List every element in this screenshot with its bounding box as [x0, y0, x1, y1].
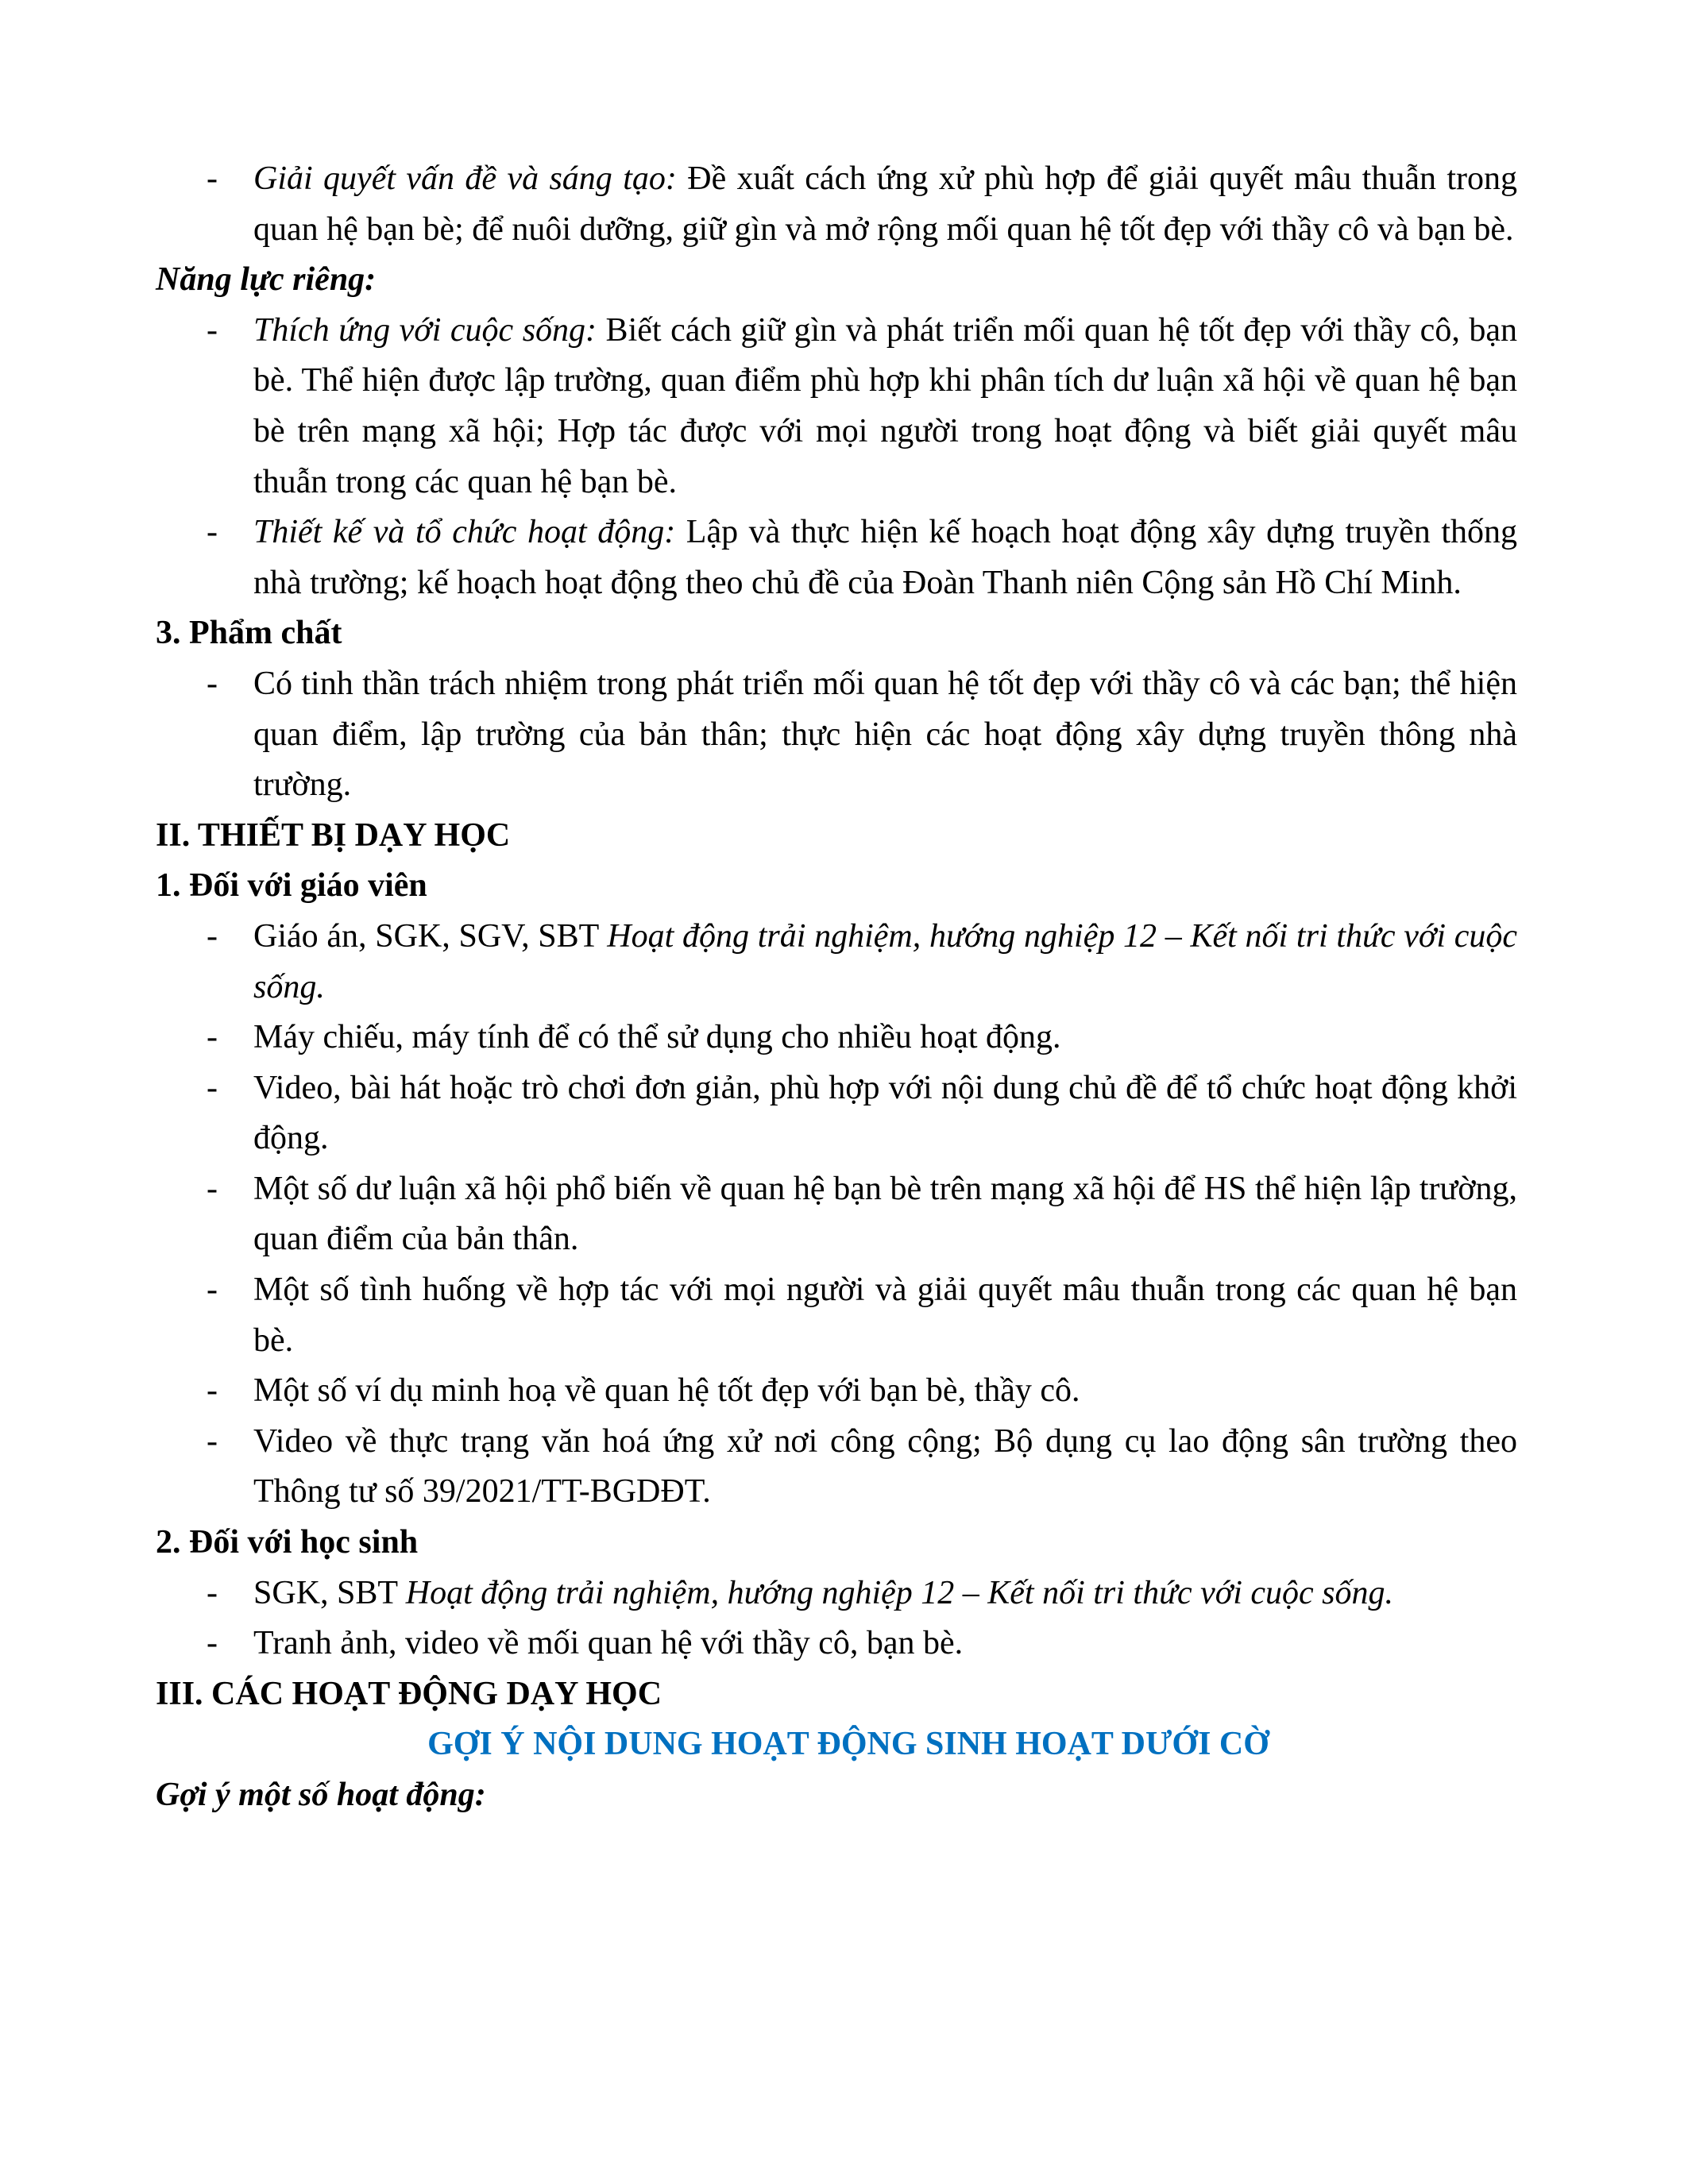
bullet-item [156, 1063, 1517, 1164]
bullet-dash: - [207, 1422, 218, 1460]
bullet-text: Máy chiếu, máy tính để có thể sử dụng cho nhiều hoạt động. [253, 1019, 1061, 1056]
bullet-item [156, 912, 1517, 1013]
bullet-text: Một số tình huống về hợp tác với mọi người và giải quyết mâu thuẫn trong các quan hệ bạn bè. [253, 1271, 1517, 1359]
bullet-dash: - [207, 160, 218, 197]
bullet-item [156, 154, 1517, 255]
bullet-dash: - [207, 917, 218, 955]
bullet-lead: Giải quyết vấn đề và sáng tạo: [253, 160, 677, 197]
bullet-italic-title: Hoạt động trải nghiệm, hướng nghiệp 12 – Kết nối tri thức với cuộc sống. [253, 917, 1517, 1005]
bullet-lead: Thiết kế và tổ chức hoạt động: [253, 514, 676, 551]
section-banner-title: GỢI Ý NỘI DUNG HOẠT ĐỘNG SINH HOẠT DƯỚI CỜ [427, 1726, 1269, 1763]
bullet-dash: - [207, 1019, 218, 1056]
section-heading: III. CÁC HOẠT ĐỘNG DẠY HỌC [156, 1675, 662, 1712]
bullet-text: Giáo án, SGK, SGV, SBT [253, 917, 608, 955]
bullet-item [156, 1569, 1517, 1619]
bullet-dash: - [207, 1372, 218, 1410]
bullet-text: Có tinh thần trách nhiệm trong phát triển mối quan hệ tốt đẹp với thầy cô và các bạn; thể hiện quan điểm, lập trường của bản thân; thực hiện các hoạt động xây dựng truyền thông nhà trường. [253, 665, 1517, 804]
bullet-text: Một số ví dụ minh hoạ về quan hệ tốt đẹp với bạn bè, thầy cô. [253, 1372, 1080, 1410]
bullet-dash: - [207, 665, 218, 702]
bullet-item [156, 1265, 1517, 1366]
section-heading: Gợi ý một số hoạt động: [156, 1777, 486, 1813]
bullet-text: Một số dư luận xã hội phổ biến về quan hệ bạn bè trên mạng xã hội để HS thể hiện lập trường, quan điểm của bản thân. [253, 1170, 1517, 1258]
bullet-italic-title: Hoạt động trải nghiệm, hướng nghiệp 12 – Kết nối tri thức với cuộc sống. [405, 1574, 1394, 1611]
bullet-dash: - [207, 311, 218, 349]
bullet-dash: - [207, 514, 218, 551]
bullet-dash: - [207, 1170, 218, 1207]
bullet-item [156, 1366, 1517, 1417]
section-heading: 3. Phẩm chất [156, 615, 342, 652]
section-heading: II. THIẾT BỊ DẠY HỌC [156, 816, 511, 854]
bullet-dash: - [207, 1271, 218, 1309]
section-heading: Năng lực riêng: [156, 261, 377, 299]
bullet-text: SGK, SBT [253, 1574, 406, 1611]
bullet-text: Đề xuất cách ứng xử phù hợp để giải quyết mâu thuẫn trong quan hệ bạn bè; để nuôi dưỡng, giữ gìn và mở rộng mối quan hệ tốt đẹp với thầy cô và bạn bè. [253, 160, 1518, 248]
bullet-item [156, 306, 1517, 507]
bullet-text: Tranh ảnh, video về mối quan hệ với thầy cô, bạn bè. [253, 1625, 964, 1662]
bullet-item [156, 1417, 1517, 1518]
section-heading: 2. Đối với học sinh [156, 1524, 419, 1561]
bullet-text: Lập và thực hiện kế hoạch hoạt động xây dựng truyền thống nhà trường; kế hoạch hoạt động theo chủ đề của Đoàn Thanh niên Cộng sản Hồ Chí Minh. [253, 514, 1518, 601]
bullet-text: Video, bài hát hoặc trò chơi đơn giản, phù hợp với nội dung chủ đề để tổ chức hoạt động khởi động. [253, 1069, 1517, 1157]
bullet-item [156, 507, 1517, 608]
bullet-item [156, 1619, 1517, 1669]
bullet-item [156, 659, 1517, 811]
bullet-item [156, 1164, 1517, 1265]
bullet-lead: Thích ứng với cuộc sống: [253, 311, 597, 349]
bullet-dash: - [207, 1625, 218, 1662]
bullet-text: Biết cách giữ gìn và phát triển mối quan hệ tốt đẹp với thầy cô, bạn bè. Thể hiện được lập trường, quan điểm phù hợp khi phân tích dư luận xã hội về quan hệ bạn bè trên mạng xã hội; Hợp tác được với mọi người trong hoạt động và biết giải quyết mâu thuẫn trong các quan hệ bạn bè. [253, 311, 1517, 500]
bullet-item [156, 1013, 1517, 1063]
bullet-text: Video về thực trạng văn hoá ứng xử nơi công cộng; Bộ dụng cụ lao động sân trường theo Thông tư số 39/2021/TT-BGDĐT. [253, 1422, 1517, 1511]
bullet-dash: - [207, 1574, 218, 1611]
bullet-dash: - [207, 1069, 218, 1106]
document-page [156, 154, 1517, 1821]
section-heading: 1. Đối với giáo viên [156, 867, 427, 905]
